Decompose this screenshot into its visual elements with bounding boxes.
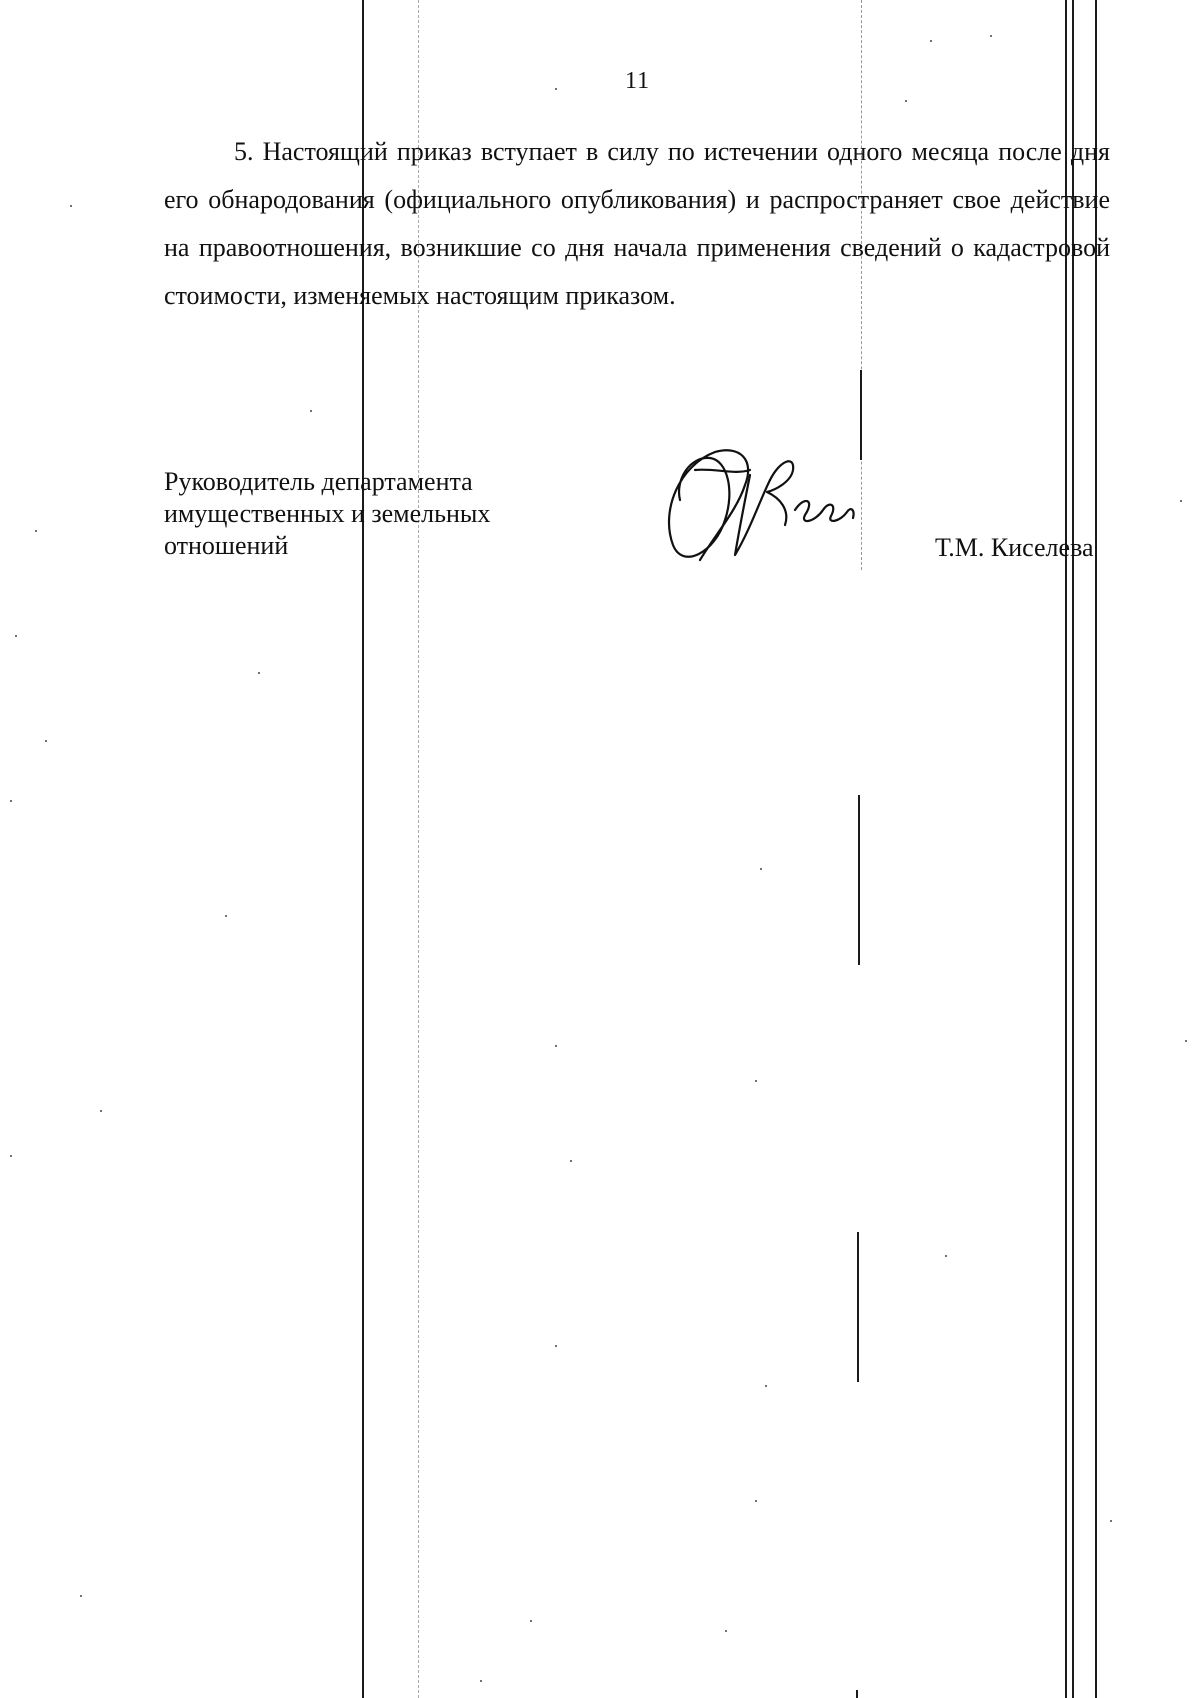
scan-speck bbox=[555, 1345, 557, 1347]
scan-speck bbox=[1180, 500, 1182, 502]
scan-speck bbox=[10, 800, 12, 802]
scan-speck bbox=[258, 672, 260, 674]
scan-speck bbox=[755, 1500, 757, 1502]
scan-speck bbox=[225, 915, 227, 917]
position-line: Руководитель департамента bbox=[164, 467, 473, 496]
paragraph-clause-5: 5. Настоящий приказ вступает в силу по истечении одного месяца после дня его обнародования (официального опубликования) и распространяет свое действие на правоотношения, возникшие со дня начала применения сведений о кадастровой стоимости, изменяемых настоящим приказом. bbox=[164, 137, 1110, 310]
scan-speck bbox=[760, 868, 762, 870]
scan-speck bbox=[70, 205, 72, 207]
scan-speck bbox=[530, 1620, 532, 1622]
page-number: 11 bbox=[625, 68, 651, 94]
scan-line bbox=[858, 795, 860, 965]
scan-speck bbox=[905, 100, 907, 102]
scan-speck bbox=[930, 40, 932, 42]
signatory-position bbox=[164, 466, 584, 562]
position-line: имущественных и земельных bbox=[164, 499, 491, 528]
scan-speck bbox=[1185, 1040, 1187, 1042]
scan-speck bbox=[45, 740, 47, 742]
scan-speck bbox=[765, 1385, 767, 1387]
signer-name: Т.М. Киселева bbox=[935, 533, 1094, 562]
scan-speck bbox=[945, 1255, 947, 1257]
scan-line bbox=[857, 1232, 859, 1382]
position-line: отношений bbox=[164, 531, 289, 560]
scan-speck bbox=[755, 1080, 757, 1082]
scan-speck bbox=[480, 1680, 482, 1682]
scan-speck bbox=[555, 1045, 557, 1047]
scan-line bbox=[856, 1690, 858, 1698]
scan-speck bbox=[725, 1630, 727, 1632]
scan-speck bbox=[570, 1160, 572, 1162]
scan-speck bbox=[35, 530, 37, 532]
scan-speck bbox=[1110, 1520, 1112, 1522]
scan-speck bbox=[990, 35, 992, 37]
scan-speck bbox=[80, 1595, 82, 1597]
scan-speck bbox=[15, 635, 17, 637]
scan-speck bbox=[555, 88, 557, 90]
scan-speck bbox=[100, 1110, 102, 1112]
handwritten-signature-icon bbox=[655, 440, 865, 570]
scan-speck bbox=[10, 1155, 12, 1157]
scan-speck bbox=[310, 410, 312, 412]
